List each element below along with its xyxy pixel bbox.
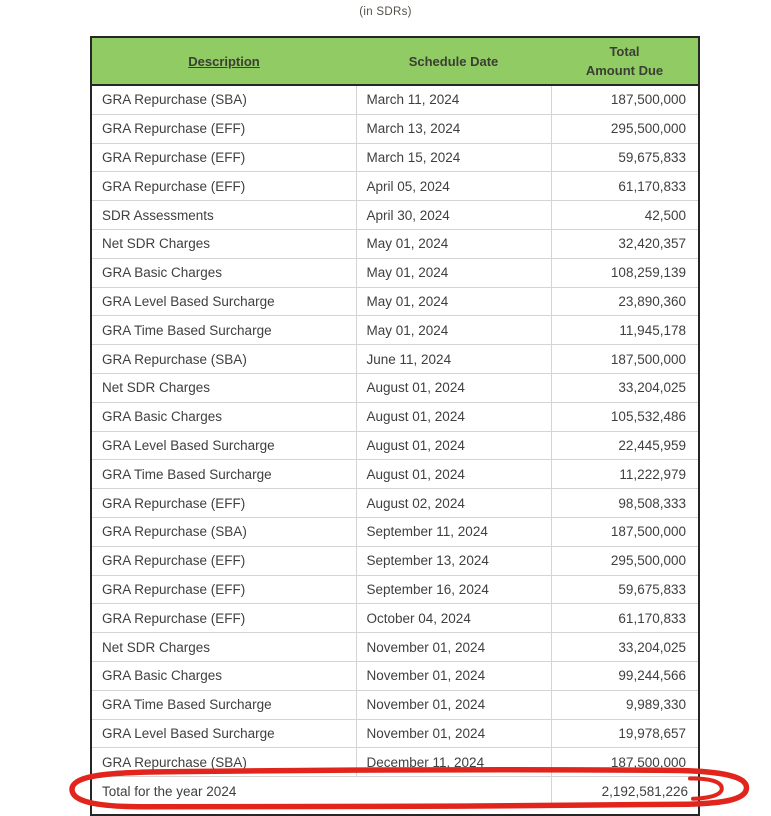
cell-amount: 295,500,000 [551,114,699,143]
table-row [91,85,699,114]
table-row [91,489,699,518]
cell-amount: 187,500,000 [551,345,699,374]
cell-date: September 11, 2024 [356,517,551,546]
header-description[interactable] [91,37,356,85]
header-total-amount-due [551,37,699,85]
table-row [91,143,699,172]
total-row [91,777,699,806]
cell-amount: 61,170,833 [551,172,699,201]
table-row [91,229,699,258]
table-row [91,748,699,777]
cell-date: September 16, 2024 [356,575,551,604]
cell-date: May 01, 2024 [356,229,551,258]
header-schedule-date: Schedule Date [356,37,551,85]
table-row [91,690,699,719]
cell-amount: 61,170,833 [551,604,699,633]
cell-description: GRA Repurchase (EFF) [91,546,356,575]
cell-date: April 30, 2024 [356,201,551,230]
cell-description: GRA Time Based Surcharge [91,316,356,345]
cell-amount: 42,500 [551,201,699,230]
cell-description: GRA Repurchase (SBA) [91,85,356,114]
cell-description: Net SDR Charges [91,633,356,662]
table-row [91,546,699,575]
table-row [91,316,699,345]
table-row [91,287,699,316]
cell-date: August 01, 2024 [356,460,551,489]
cell-date: May 01, 2024 [356,287,551,316]
cell-amount: 187,500,000 [551,517,699,546]
total-row-label: Total for the year 2024 [91,777,551,806]
cell-description: GRA Repurchase (EFF) [91,172,356,201]
cell-date: March 13, 2024 [356,114,551,143]
cell-date: April 05, 2024 [356,172,551,201]
cell-description: GRA Repurchase (EFF) [91,575,356,604]
cell-description: GRA Repurchase (SBA) [91,345,356,374]
cell-description: GRA Basic Charges [91,258,356,287]
table-header [91,37,699,85]
table-row [91,431,699,460]
table-row [91,402,699,431]
cell-description: GRA Repurchase (EFF) [91,604,356,633]
cell-amount: 295,500,000 [551,546,699,575]
cell-description: GRA Level Based Surcharge [91,719,356,748]
table-total-section [91,777,699,815]
cell-amount: 9,989,330 [551,690,699,719]
cell-description: GRA Level Based Surcharge [91,431,356,460]
table-body [91,85,699,777]
cell-amount: 33,204,025 [551,633,699,662]
table-row [91,719,699,748]
cell-description: GRA Time Based Surcharge [91,690,356,719]
cell-amount: 108,259,139 [551,258,699,287]
cell-date: November 01, 2024 [356,719,551,748]
cell-amount: 22,445,959 [551,431,699,460]
cell-description: Net SDR Charges [91,373,356,402]
table-row [91,661,699,690]
cell-date: November 01, 2024 [356,661,551,690]
table-row [91,201,699,230]
table-row [91,258,699,287]
cell-amount: 98,508,333 [551,489,699,518]
cell-date: March 11, 2024 [356,85,551,114]
cell-date: November 01, 2024 [356,690,551,719]
cell-date: August 01, 2024 [356,431,551,460]
header-total-line2: Amount Due [585,63,664,78]
table-row [91,114,699,143]
cell-date: June 11, 2024 [356,345,551,374]
cell-date: March 15, 2024 [356,143,551,172]
table-row [91,460,699,489]
cell-date: May 01, 2024 [356,258,551,287]
description-sort-link[interactable]: Description [188,53,260,69]
table-row [91,575,699,604]
cell-description: GRA Repurchase (EFF) [91,114,356,143]
cell-amount: 19,978,657 [551,719,699,748]
cell-description: GRA Level Based Surcharge [91,287,356,316]
cell-amount: 11,945,178 [551,316,699,345]
cell-amount: 187,500,000 [551,748,699,777]
cell-date: November 01, 2024 [356,633,551,662]
table-row [91,517,699,546]
table-row [91,172,699,201]
units-subtitle: (in SDRs) [359,6,412,18]
cell-date: August 01, 2024 [356,373,551,402]
table-row [91,373,699,402]
cell-amount: 99,244,566 [551,661,699,690]
cell-description: GRA Repurchase (EFF) [91,489,356,518]
table-row [91,604,699,633]
table-row [91,345,699,374]
cell-description: GRA Repurchase (SBA) [91,748,356,777]
cell-date: May 01, 2024 [356,316,551,345]
cell-date: August 02, 2024 [356,489,551,518]
cell-description: Net SDR Charges [91,229,356,258]
total-row-amount: 2,192,581,226 [551,777,699,806]
cell-description: GRA Repurchase (EFF) [91,143,356,172]
cell-date: December 11, 2024 [356,748,551,777]
cell-amount: 59,675,833 [551,575,699,604]
cell-amount: 187,500,000 [551,85,699,114]
header-total-line1: Total [609,44,640,59]
cell-amount: 23,890,360 [551,287,699,316]
cell-date: August 01, 2024 [356,402,551,431]
table-row [91,633,699,662]
cell-description: GRA Basic Charges [91,661,356,690]
cell-amount: 59,675,833 [551,143,699,172]
cell-description: SDR Assessments [91,201,356,230]
cell-description: GRA Basic Charges [91,402,356,431]
cell-date: September 13, 2024 [356,546,551,575]
cell-description: GRA Time Based Surcharge [91,460,356,489]
cell-amount: 32,420,357 [551,229,699,258]
cell-amount: 11,222,979 [551,460,699,489]
cell-description: GRA Repurchase (SBA) [91,517,356,546]
cell-amount: 105,532,486 [551,402,699,431]
cell-date: October 04, 2024 [356,604,551,633]
cell-amount: 33,204,025 [551,373,699,402]
table-continuation-row [91,805,699,815]
payment-schedule-table [90,36,700,816]
